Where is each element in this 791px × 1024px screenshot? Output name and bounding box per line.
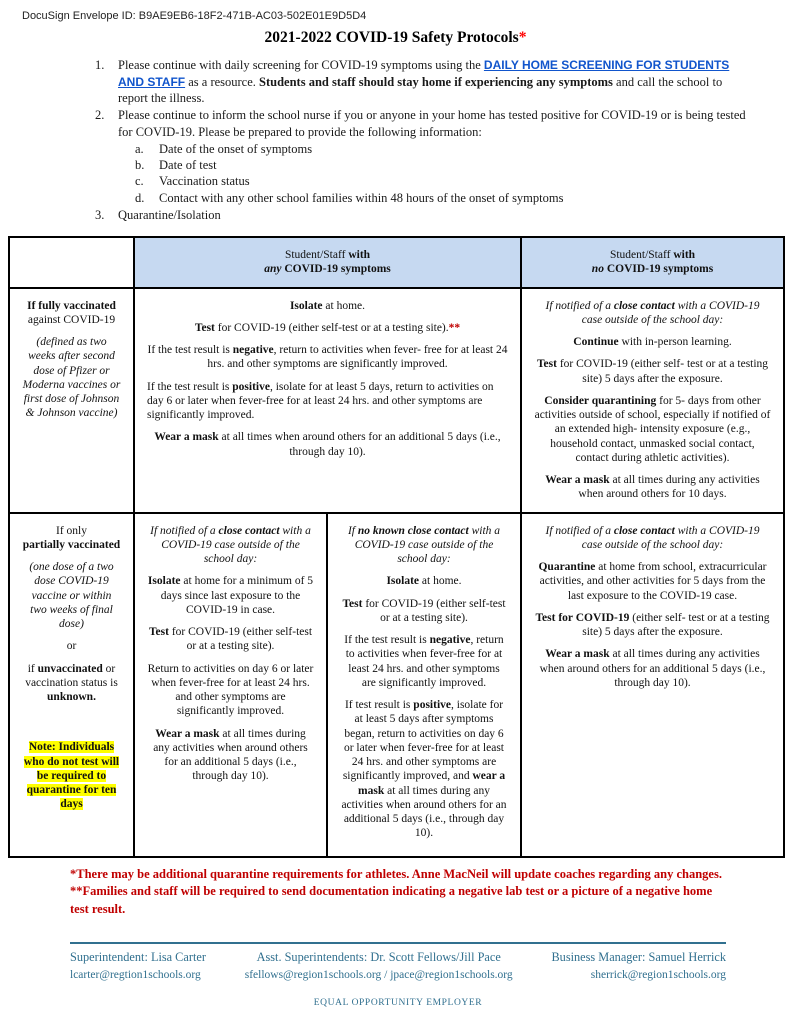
text-segment: unvaccinated xyxy=(37,662,103,675)
list-item-1 xyxy=(95,57,750,106)
paragraph xyxy=(534,560,771,603)
text-segment: COVID-19 symptoms xyxy=(603,263,714,276)
text-segment: partially vaccinated xyxy=(22,538,121,551)
contact-role: Superintendent: Lisa Carter xyxy=(70,950,206,965)
footer-divider xyxy=(70,942,726,944)
text-segment: Test xyxy=(342,597,363,610)
text-segment: Isolate xyxy=(386,575,420,588)
paragraph xyxy=(534,357,771,386)
cell-partial-vaccinated-label xyxy=(9,513,134,857)
list-item-2 xyxy=(95,107,750,140)
text-segment: or xyxy=(66,640,77,653)
paragraph xyxy=(147,727,314,784)
intro-list xyxy=(95,57,750,223)
text-segment: COVID-19 symptoms xyxy=(281,263,391,276)
text-segment: close contact xyxy=(613,524,675,537)
text-segment: for 5- days from other activities outside of school, especially if notified of an extended high- intensity exposure (e.g., household contact, unmasked social contact, contact during athletic activities). xyxy=(534,394,771,464)
sub-letter: c. xyxy=(135,174,144,189)
paragraph xyxy=(534,394,771,465)
cell-fully-no-symptoms xyxy=(521,288,784,513)
footnotes xyxy=(70,866,730,919)
text-segment: If test result is xyxy=(344,699,414,712)
sub-item-a xyxy=(135,141,750,157)
text-segment: Consider quarantining xyxy=(544,394,657,407)
paragraph xyxy=(22,299,121,328)
paragraph xyxy=(147,625,314,654)
text-segment: Isolate xyxy=(147,575,181,588)
sub-item-c xyxy=(135,173,750,189)
table-corner-empty xyxy=(9,237,134,288)
list-text xyxy=(118,57,750,106)
text-segment: at all times during any activities when around others for an additional 5 days (i.e., through day 10). xyxy=(341,784,507,840)
text-segment: If notified of a xyxy=(545,299,614,312)
list-text xyxy=(118,107,750,140)
text-segment: Wear a mask xyxy=(155,727,220,740)
cell-partial-no-known-contact xyxy=(327,513,521,857)
sub-text: Vaccination status xyxy=(159,174,250,189)
paragraph xyxy=(147,524,314,567)
text-segment: with a COVID-19 case outside of the school day: xyxy=(581,299,760,326)
text-segment: (one dose of a two dose COVID-19 vaccine or within two weeks of final dose) xyxy=(29,561,114,631)
list-number: 1. xyxy=(95,58,105,72)
text-segment: or vaccination status is xyxy=(25,662,118,689)
sub-list xyxy=(135,141,750,206)
text-segment: If xyxy=(347,524,358,537)
paragraph xyxy=(147,380,508,423)
paragraph xyxy=(340,524,508,567)
sub-text: Contact with any other school families within 48 hours of the onset of symptoms xyxy=(159,190,564,205)
cell-partial-no-symptoms xyxy=(521,513,784,857)
text-segment: close contact xyxy=(218,524,280,537)
paragraph xyxy=(22,740,121,811)
text-segment: for COVID-19 (either self-test or at a testing site). xyxy=(168,626,313,653)
text-segment: Wear a mask xyxy=(545,648,610,661)
contact-email: sfellows@region1schools.org / jpace@region1schools.org xyxy=(244,968,513,981)
sub-letter: d. xyxy=(135,190,145,205)
paragraph xyxy=(534,299,771,328)
text-segment: positive xyxy=(413,699,451,712)
paragraph xyxy=(534,473,771,502)
page-title xyxy=(0,29,791,47)
list-item-3 xyxy=(95,207,750,223)
text-segment: If the test result is xyxy=(147,380,233,393)
text-segment: (either self- test or at a testing site) 5 days after the exposure. xyxy=(582,611,770,639)
text-segment: if xyxy=(27,662,38,675)
sub-text: Date of the onset of symptoms xyxy=(159,141,313,156)
text-segment: Isolate xyxy=(289,299,323,312)
text-segment: unknown. xyxy=(47,691,96,704)
text-segment: for COVID-19 (either self- test or at a testing site) 5 days after the exposure. xyxy=(556,358,769,385)
paragraph xyxy=(147,299,508,313)
text-segment: for COVID-19 (either self-test or at a testing site). xyxy=(362,597,506,624)
footnote-athletes: *There may be additional quarantine requirements for athletes. Anne MacNeil will update coaches regarding any changes. xyxy=(70,866,722,881)
paragraph xyxy=(340,574,508,588)
table-header-any-symptoms xyxy=(134,237,521,288)
text-segment: at home. xyxy=(322,299,366,312)
text-segment: If the test result is xyxy=(147,344,233,357)
text-segment: Return to activities on day 6 or later when fever-free for at least 24 hrs. and other symptoms are significantly improved. xyxy=(147,662,314,718)
docusign-envelope-id: DocuSign Envelope ID: B9AE9EB6-18F2-471B-AC03-502E01E9D5D4 xyxy=(22,10,367,22)
text-segment: at all times during any activities when around others for 10 days. xyxy=(578,474,760,501)
cell-fully-with-symptoms xyxy=(134,288,521,513)
paragraph xyxy=(340,597,508,626)
text-segment: Wear a mask xyxy=(545,474,610,487)
text-segment: positive xyxy=(232,380,270,393)
text-segment: any xyxy=(264,263,282,276)
paragraph xyxy=(147,574,314,617)
text-segment: (defined as two weeks after second dose of Pfizer or Moderna vaccines or first dose of Johnson & Johnson vaccine) xyxy=(22,336,121,420)
protocol-table xyxy=(8,236,785,858)
text-segment: If only xyxy=(56,524,87,537)
paragraph xyxy=(22,560,121,631)
text-segment: at home from school, extracurricular activities, and other activities for 5 days from the last exposure to the COVID-19 case. xyxy=(539,561,767,602)
paragraph xyxy=(22,662,121,705)
paragraph xyxy=(22,335,121,421)
text-segment: against COVID-19 xyxy=(27,313,116,326)
text-segment: no xyxy=(591,263,604,276)
text-segment: Quarantine/Isolation xyxy=(118,207,221,222)
text-segment: with a COVID-19 case outside of the school day: xyxy=(161,524,311,566)
paragraph xyxy=(534,611,771,640)
text-segment: Test xyxy=(536,358,557,371)
text-segment: with in-person learning. xyxy=(618,336,732,349)
text-segment: , return to activities when fever- free for at least 24 hrs. and other symptoms are significantly improved. xyxy=(207,344,508,371)
sub-item-b xyxy=(135,157,750,173)
contact-role: Asst. Superintendents: Dr. Scott Fellows/Jill Pace xyxy=(256,950,501,965)
text-segment: Wear a mask xyxy=(154,431,219,444)
contact-asst-superintendents xyxy=(245,948,513,984)
list-number: 2. xyxy=(95,108,105,123)
footnote-documentation: **Families and staff will be required to send documentation indicating a negative lab test or a picture of a negative home test result. xyxy=(70,884,713,916)
text-segment: at all times when around others for an additional 5 days (i.e., through day 10). xyxy=(218,431,501,458)
contact-role: Business Manager: Samuel Herrick xyxy=(551,950,726,965)
cell-partial-close-contact xyxy=(134,513,327,857)
text-segment: Test xyxy=(148,626,169,639)
text-segment: negative xyxy=(429,634,471,647)
text-segment: Student/Staff xyxy=(284,249,349,262)
contact-superintendent xyxy=(70,948,206,984)
text-segment: at all times during any activities when around others for an additional 5 days (i.e., through day 10). xyxy=(539,648,766,689)
paragraph xyxy=(340,633,508,690)
text-segment: Students and staff should stay home if experiencing any symptoms xyxy=(259,74,613,89)
paragraph xyxy=(534,524,771,553)
text-segment: Test xyxy=(194,321,215,334)
text-segment: Note: Individuals who do not test will be required to quarantine for ten days xyxy=(23,741,120,811)
text-segment: , return to activities when fever-free for at least 24 hrs. and other symptoms are significantly improved. xyxy=(345,634,504,689)
paragraph xyxy=(534,647,771,690)
footer xyxy=(70,942,726,1008)
equal-opportunity-employer: EQUAL OPPORTUNITY EMPLOYER xyxy=(313,997,483,1008)
paragraph xyxy=(147,430,508,459)
paragraph xyxy=(340,698,508,841)
contact-email: lcarter@regtion1schools.org xyxy=(70,968,201,981)
cell-fully-vaccinated-label xyxy=(9,288,134,513)
text-segment: with a COVID-19 case outside of the school day: xyxy=(354,524,501,566)
text-segment: , isolate for at least 5 days, return to activities on day 6 or later when fever-free for at least 24 hrs. and other symptoms are significantly improved. xyxy=(147,380,494,422)
text-segment: wear a mask xyxy=(358,770,506,797)
title-asterisk: * xyxy=(518,29,527,46)
paragraph xyxy=(147,662,314,719)
text-segment: Quarantine xyxy=(538,561,596,574)
daily-home-screening-link[interactable]: DAILY HOME SCREENING FOR STUDENTS AND STAFF xyxy=(118,58,730,89)
text-segment: Student/Staff xyxy=(609,249,674,262)
protocol-table-wrap xyxy=(8,236,791,858)
sub-text: Date of test xyxy=(159,158,217,173)
text-segment: close contact xyxy=(613,299,675,312)
paragraph xyxy=(22,639,121,653)
text-segment: ** xyxy=(448,321,461,334)
text-segment: If notified of a xyxy=(150,524,219,537)
table-header-no-symptoms xyxy=(521,237,784,288)
text-segment: as a resource. xyxy=(185,74,260,89)
text-segment: negative xyxy=(232,344,274,357)
sub-letter: b. xyxy=(135,158,145,173)
text-segment: with xyxy=(348,249,371,262)
text-segment: Please continue with daily screening for COVID-19 symptoms using the xyxy=(118,58,484,72)
page-title-text: 2021-2022 COVID-19 Safety Protocols xyxy=(264,29,519,46)
text-segment: If notified of a xyxy=(545,524,614,537)
text-segment: with xyxy=(673,249,696,262)
text-segment: Test for COVID-19 xyxy=(535,611,630,624)
paragraph xyxy=(147,343,508,372)
text-segment: Please continue to inform the school nurse if you or anyone in your home has tested positive for COVID-19 or is being tested for COVID-19. Please be prepared to provide the following information: xyxy=(118,108,746,139)
sub-item-d xyxy=(135,190,750,206)
text-segment: at home. xyxy=(419,575,462,588)
paragraph xyxy=(22,524,121,553)
paragraph xyxy=(147,321,508,335)
sub-letter: a. xyxy=(135,141,144,156)
text-segment: with a COVID-19 case outside of the school day: xyxy=(581,524,760,551)
text-segment: If fully vaccinated xyxy=(27,299,116,312)
text-segment: , isolate for at least 5 days after symptoms began, return to activities on day 6 or later when fever-free for at least 24 hrs. and other symptoms are significantly improved, and xyxy=(342,699,505,783)
footer-contacts xyxy=(70,948,726,984)
text-segment: for COVID-19 (either self-test or at a testing site). xyxy=(214,321,449,334)
contact-business-manager xyxy=(551,948,726,984)
text-segment: If the test result is xyxy=(344,634,430,647)
text-segment: at home for a minimum of 5 days since last exposure to the COVID-19 in case. xyxy=(160,575,314,616)
list-number: 3. xyxy=(95,207,105,222)
text-segment: no known close contact xyxy=(357,524,469,537)
text-segment: and call the school to report the illness. xyxy=(118,74,723,106)
list-text xyxy=(118,207,750,223)
paragraph xyxy=(534,335,771,349)
text-segment: Continue xyxy=(573,336,619,349)
text-segment: at all times during any activities when around others for an additional 5 days (i.e., through day 10). xyxy=(153,727,308,783)
contact-email: sherrick@region1schools.org xyxy=(590,968,726,981)
